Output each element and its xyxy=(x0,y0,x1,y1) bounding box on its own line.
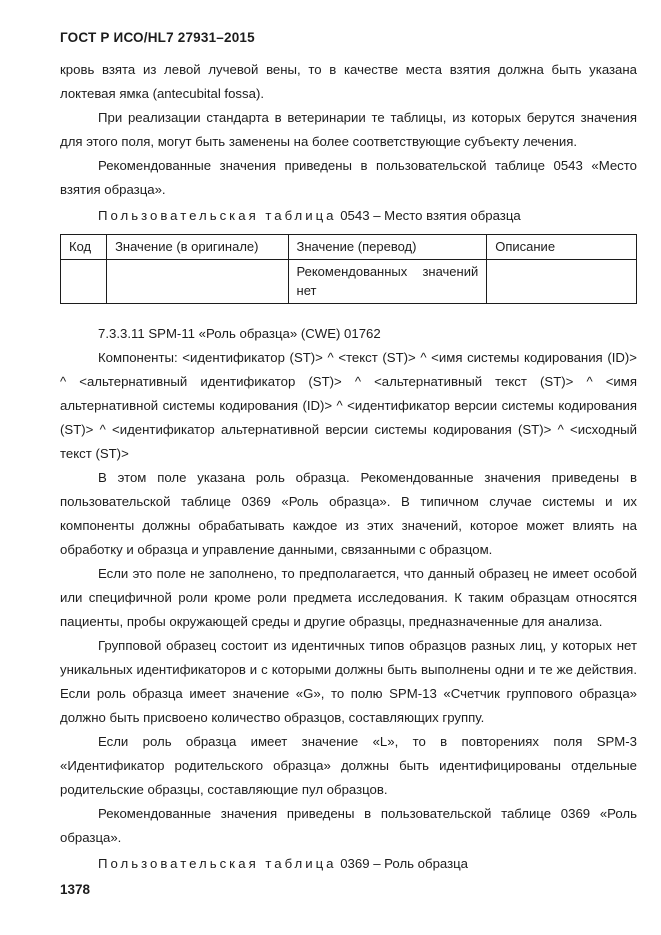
section-heading-spm11: 7.3.3.11 SPM-11 «Роль образца» (CWE) 01762 xyxy=(98,326,381,341)
table-header-cell-description: Описание xyxy=(487,235,637,260)
table-caption-0369 xyxy=(60,852,637,876)
table-caption-spaced-label: Пользовательская таблица xyxy=(98,208,337,223)
paragraph: В этом поле указана роль образца. Рекомендованные значения приведены в пользовательской таблице 0369 «Роль образца». В типичном случае системы и их компоненты должны обрабатывать каждое из этих значений, которое может влиять на обработку и образца и управление данными, связанными с образцом. xyxy=(60,470,637,557)
paragraph: Групповой образец состоит из идентичных типов образцов разных лиц, у которых нет уникальных идентификаторов и с которыми должны быть выполнены одни и те же действия. Если роль образца имеет значение «G», то полю SPM-13 «Счетчик группового образца» должно быть присвоено количество образцов, составляющих группу. xyxy=(60,638,637,725)
table-caption-rest: 0369 – Роль образца xyxy=(340,856,469,871)
user-table-0543 xyxy=(60,234,637,304)
paragraph: Рекомендованные значения приведены в пользовательской таблице 0369 «Роль образца». xyxy=(60,806,637,845)
table-header-row xyxy=(61,235,637,260)
table-header-cell-value-original: Значение (в оригинале) xyxy=(107,235,288,260)
table-header-cell-code: Код xyxy=(61,235,107,260)
table-cell-value-original xyxy=(107,260,288,304)
paragraph-components: Компоненты: <идентификатор (ST)> ^ <текст (ST)> ^ <имя системы кодирования (ID)> ^ <альтернативный идентификатор (ST)> ^ <альтернативный текст (ST)> ^ <имя альтернативной системы кодирования (ID)> ^ <идентификатор версии системы кодирования (ST)> ^ <идентификатор альтернативной версии системы кодирования (ST)> ^ <исходный текст (ST)> xyxy=(60,350,637,461)
paragraph: Рекомендованные значения приведены в пользовательской таблице 0543 «Место взятия образца». xyxy=(60,158,637,197)
document-standard-number: ГОСТ Р ИСО/HL7 27931–2015 xyxy=(60,30,255,45)
table-cell-code xyxy=(61,260,107,304)
table-caption-rest: 0543 – Место взятия образца xyxy=(340,208,521,223)
table-cell-value-translated: Рекомендованных значений нет xyxy=(288,260,487,304)
table-cell-description xyxy=(487,260,637,304)
paragraph: При реализации стандарта в ветеринарии те таблицы, из которых берутся значения для этого поля, могут быть заменены на более соответствующие субъекту лечения. xyxy=(60,110,637,149)
paragraph-continuation: кровь взята из левой лучевой вены, то в качестве места взятия должна быть указана локтевая ямка (antecubital fossa). xyxy=(60,62,637,101)
page-number: 1378 xyxy=(60,882,91,897)
table-row xyxy=(61,260,637,304)
table-caption-0543 xyxy=(60,204,637,228)
table-caption-spaced-label: Пользовательская таблица xyxy=(98,856,337,871)
paragraph: Если это поле не заполнено, то предполагается, что данный образец не имеет особой или специфичной роли кроме роли предмета исследования. К таким образцам относятся пациенты, пробы окружающей среды и другие образцы, предназначенные для анализа. xyxy=(60,566,637,629)
paragraph: Если роль образца имеет значение «L», то в повторениях поля SPM-3 «Идентификатор родительского образца» должны быть идентифицированы отдельные родительские образцы, составляющие пул образцов. xyxy=(60,734,637,797)
table-header-cell-value-translated: Значение (перевод) xyxy=(288,235,487,260)
